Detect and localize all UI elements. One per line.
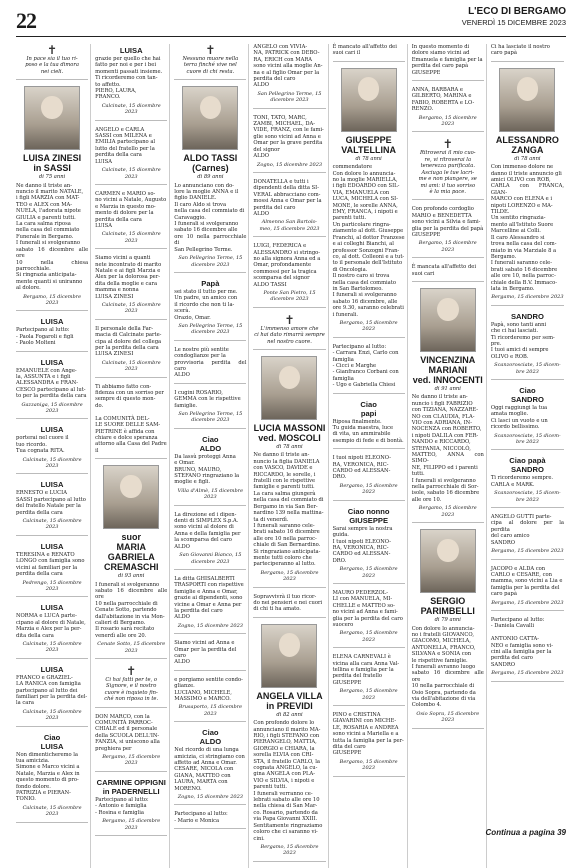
deceased-name: LUISA <box>40 603 64 613</box>
deceased-name: LUISA <box>40 664 64 674</box>
portrait-photo <box>341 68 397 132</box>
age-line: di 78 anni <box>276 444 303 451</box>
deceased-name: Ciao ALDO <box>199 728 222 747</box>
newspaper-header <box>462 6 566 28</box>
obituary-notice <box>412 264 484 282</box>
place-date: Calcinate, 15 dicembre 2023 <box>22 518 82 531</box>
obituary-notice <box>174 728 246 805</box>
obituary-notice <box>16 603 88 658</box>
deceased-name: Ciao LUISA <box>40 732 64 751</box>
place-date: Calcinate, 15 dicembre 2023 <box>22 456 82 470</box>
place-date: Bergamo, 15 dicembre 2023 <box>491 548 564 555</box>
obituary-notice <box>412 87 484 132</box>
deceased-name: LUISA <box>40 541 64 551</box>
cross-icon: ✝ <box>47 43 58 57</box>
memorial-quote <box>253 314 325 350</box>
deceased-name: LUISA <box>119 46 143 55</box>
obituary-notice <box>333 712 405 777</box>
deceased-name: Ciao nonno GIUSEPPE <box>347 506 390 525</box>
obituary-notice <box>95 778 167 836</box>
notice-text: Partecipano al lutto: - Daniela Cavalli ANTONIO CATTA- NEO e famiglia sono vi- cini alla famiglia per la perdita del caro SANDRO <box>490 616 554 668</box>
notice-text: Ti ricorderemo sempre. CARLA e MARK. <box>490 475 554 488</box>
column-7 <box>491 44 566 868</box>
deceased-name: LUISA <box>40 425 64 435</box>
place-date: Bergamo, 15 dicembre 2023 <box>491 599 564 606</box>
obituary-notice <box>491 68 564 306</box>
place-date: Zogno, 15 dicembre 2023 <box>256 161 323 168</box>
notice-text: Ne danno il triste an- nuncio i figli FABRIZIO con TIZIANA, NAZZARE- NO con CLAUDIA, FLA- VIO con ADRIANA, IN- NOCENZA con ROBERTO, i nipoti DALILA con FER- NANDO e RICCARDO, STEFANIA, NICCOLÒ, MATTEO, ANNA con SIMO- NE, FILIPPO ed i parenti tutti. I funerali si svolgeranno nella parrocchiale di Sor- isole, sabato 16 dicembre alle ore 10. <box>411 394 484 503</box>
notice-text: ANGELO e CARLA SASSI con MILENA e EMILIA partecipano al lutto del fratello per la perdita della cara LUISA <box>95 126 156 165</box>
deceased-name: LUISA ZINESI in SASSI <box>22 153 82 174</box>
obituary-notice <box>95 255 167 320</box>
age-line: di 82 anni <box>276 711 303 718</box>
notice-text: Ne danno il triste an- nuncio il marito NATALE, i figli MARZIA con MAT- TEO e ALEX con MA- NUELA, l'adorata nipote GIULIA e parenti tutti. La cara salma riposa nella casa del commiato Funerale in Bergamo. I funerali si svolgeranno sabato 16 dicembre alle ore 10 nella chiesa parrocchiale. Si ringrazia anticipata- mente quanti si uniranno al dolore. <box>16 182 89 292</box>
deceased-name: ANGELA VILLA in PREVIDI <box>256 690 323 711</box>
notice-text: La direzione ed i dipen- denti di SIMPLEX S.p.A. sono vicini al dolore di Anna e della famiglia per la scomparsa del caro ALDO <box>174 511 241 550</box>
age-line: di 89 anni <box>197 174 224 181</box>
notice-text: TERESINA e RENATO LONGO con famiglia sono vicini ai familiari per la perdita della cara <box>16 551 85 578</box>
obituary-notice <box>174 279 246 341</box>
obituary-notice <box>95 46 167 121</box>
notice-text: I funerali si svolgeranno sabato 16 dicembre alle ore 10 nella parrocchiale di Cenate Sotto, partendo dall'abitazione in via Mon- calieri di Bergamo. Il rosario sarà recitato venerdì alle ore 20. <box>95 581 168 639</box>
place-date: Calcinate, 15 dicembre 2023 <box>101 302 161 315</box>
notice-text: Con profondo dolore lo annunciano il marito MA- RIO, i figli STEFANO con PIERANGELO, MATTIA, GIORGIO e CHIARA, la sorella ELVIA con CRI- STA, il fratello CARLO, la cognata ANGELO, la cu- gina ANGELA con PLA- VIO e SILVIA, i nipoti e parenti tutti. I funerali verranno ce- lebrati sabato alle ore 10 nella chiesa di San Mar- co. Rosario, partendo da via Papa Giovanni XXIII. Sentitamente ringraziamo coloro che ci saranno vi- cini. <box>253 720 323 842</box>
column-1 <box>16 44 91 868</box>
notice-text: Partecipano al lutto: - Antonio e famiglia - Rosina e famiglia <box>95 796 149 816</box>
obituary-notice <box>253 44 325 109</box>
notice-text: TONI, TATO, MARC, ZAMBI, MICHAEL, DA- VIDE, FRANZ, con le fami- glie sono vicini ad Anna e Omar per la grave perdita del signor ALDO <box>253 114 324 160</box>
column-3 <box>174 44 249 868</box>
column-5 <box>333 44 408 868</box>
notice-text: Partecipano al lutto: - Carrara Enzi, Carlo con famiglia - Cicci e Marghe - Gianfranco Corbani con famiglia - Ugo e Gabriella Chiesi <box>332 343 399 389</box>
notice-text: ANGELO GUTTI parte- cipa al dolore per la perdita del caro amico SANDRO <box>490 514 564 546</box>
obituary-notice <box>16 542 88 597</box>
obituary-notice <box>174 86 246 273</box>
deceased-name: GIUSEPPE VALTELLINA <box>341 134 396 155</box>
place-date: Zogno, 15 dicembre 2023 <box>177 622 243 629</box>
notice-text: JACOPO e ALDA con CARLO e CESARE, con mamma, sono vicini a Lia e famiglia per la perdita del caro papà <box>490 565 563 598</box>
obituary-notice <box>491 514 564 559</box>
deceased-name: LUISA <box>40 480 64 490</box>
place-date: Pedrengo, 15 dicembre 2023 <box>22 579 82 592</box>
obituary-notice <box>174 390 246 429</box>
obituary-notice <box>412 288 484 523</box>
obituary-notice <box>16 425 88 474</box>
portrait-photo <box>499 68 555 132</box>
notice-text: sei stato il tutto per me. Un padre, un amico con il ricordo che non ti la- scerà. Orazio, Omar. <box>174 288 238 321</box>
place-date: Osio Sopra, 15 dicembre 2023 <box>416 710 480 724</box>
obituary-notice <box>333 507 405 584</box>
place-date: Cenate Sotto, 15 dicembre 2023 <box>97 641 166 654</box>
notice-text: Oggi raggiungi la tua amata moglie. Ci lasci un vuoto e un ricordo bellissimo. <box>490 405 548 431</box>
obituary-notice <box>95 127 167 185</box>
deceased-name: CARMINE OPPIGNI in PADERNELLI <box>96 777 166 796</box>
age-line: di 78 anni <box>355 155 382 162</box>
obituary-notice <box>174 677 246 722</box>
notice-text: Ci ha lasciate il nostro caro papà <box>490 44 550 57</box>
deceased-name: SERGIO PARIMBELLI <box>420 596 475 617</box>
notice-text: Ti abbiamo fatto con- fidenza con un sorriso per sempre di questo mon- do. La COMUNITÀ DEL- LE SUORE DELLE SAM- PIETRINE è affida con chiare e dolce speranza attorno alla Casa del Padre il <box>95 383 167 454</box>
notice-text: Siamo vicini ad Anna e Omar per la perdita del caro ALDO <box>174 640 237 666</box>
obituary-notice <box>412 44 484 81</box>
obituary-notice <box>253 356 325 588</box>
place-date: Calcinate, 15 dicembre 2023 <box>101 102 161 116</box>
memorial-quote <box>95 665 167 708</box>
issue-date: VENERDÌ 15 DICEMBRE 2023 <box>461 18 566 27</box>
portrait-photo <box>261 624 317 688</box>
place-date: Bergamo, 15 dicembre 2023 <box>491 670 564 677</box>
notice-text: Sarai sempre la nostra guida. I tuoi nipoti ELEONO- RA, VERONICA, RIC- CARDO ed ALESSAN- DRO. <box>332 525 393 564</box>
obituary-notice <box>491 44 564 62</box>
place-date: Bergamo, 15 dicembre 2023 <box>339 688 398 701</box>
obituary-notice <box>333 44 405 62</box>
notice-text: ERNESTO e LUCIA SASSI partecipano al lutto del fratello Natale per la perdita della cara <box>16 490 86 516</box>
place-date: Bergamo, 15 dicembre 2023 <box>418 114 477 128</box>
deceased-name: ALESSANDRO ZANGA <box>495 134 559 155</box>
cross-icon: ✝ <box>284 312 295 327</box>
place-date: Calcinate, 15 dicembre 2023 <box>22 708 82 722</box>
obituary-notice <box>253 243 325 308</box>
obituary-notice <box>491 386 564 450</box>
obituary-notice <box>333 344 405 394</box>
notice-text: CARMEN e MARIO so- no vicini a Natale, Augusto e Marzia in questo mo- mento di dolore per la perdita della cara LUISA <box>95 190 167 229</box>
page-number: 22 <box>16 8 36 33</box>
header-rule <box>16 36 566 37</box>
obituary-notice <box>95 714 167 772</box>
obituary-notice <box>491 566 564 611</box>
obituary-notice <box>95 465 167 659</box>
notice-text: Da lassù proteggi Anna e Omar. BRUNO, MAURO, STEFANO ringraziano la moglie e figli. <box>174 453 240 486</box>
place-date: Calcinate, 15 dicembre 2023 <box>101 167 161 180</box>
age-line: di 75 anni <box>38 174 66 181</box>
obituary-notice <box>253 594 325 618</box>
quote-text: Ci hai fatti per te, o Signore, e il nostro cuore è inquieto fin- ché non riposa in te. <box>104 677 159 703</box>
cross-icon: ✝ <box>126 664 137 678</box>
place-date: Calcinate, 15 dicembre 2023 <box>22 640 82 654</box>
notice-text: LUIGI, FEDERICA e ALESSANDRO si stringo- no alla signora Anna ed a Omar, profondamente commossi per la tragica scomparsa del signor ALDO TASSI <box>253 243 321 288</box>
age-line: di 78 anni <box>514 155 541 162</box>
age-line: di 79 anni <box>434 617 461 624</box>
obituary-notice <box>333 654 405 706</box>
obituary-notice <box>333 455 405 500</box>
obituary-notice <box>412 529 484 729</box>
place-date: Villa d'Almè, 15 dicembre 2023 <box>177 487 244 501</box>
deceased-name: SANDRO <box>510 311 544 321</box>
place-date: Bergamo, 15 dicembre 2023 <box>339 319 398 333</box>
notice-text: ELENA CARNEVALI è vicina alla cara Anna Val- tellina e famiglia per la perdita del fratello GIUSEPPE <box>332 654 400 686</box>
place-date: Bergamo, 15 dicembre 2023 <box>102 818 161 831</box>
place-date: Bergamo, 15 dicembre 2023 <box>260 569 319 583</box>
obituary-notice <box>95 191 167 249</box>
deceased-name: LUCIA MASSONI ved. MOSCOLI <box>253 423 326 444</box>
place-date: Bergamo, 15 dicembre 2023 <box>418 505 477 518</box>
quote-text: Nessuno muore nella terra finché vive nel cuore di chi resta. <box>182 56 239 75</box>
memorial-quote <box>412 138 484 200</box>
obituary-notice <box>412 206 484 258</box>
notice-text: ANNA, BARBARA e GILBERTO, MARINA e FABIO, ROBERTA e LO- RENZO. <box>411 87 475 113</box>
portrait-photo <box>103 465 159 529</box>
deceased-name: ALDO TASSI (Carnes) <box>183 153 238 174</box>
notice-text: Partecipano al lutto: - Paola Fogaroli e figli - Paolo Molteni <box>16 327 74 347</box>
notice-text: Il personale della Far- macia di Calcinate parte- cipa al dolore del collega per la perdita della cara LUISA ZINESI <box>95 325 162 358</box>
obituary-notice <box>491 312 564 380</box>
memorial-quote <box>16 44 88 80</box>
notice-text: porterai nel cuore il tuo ricordo. Tua cognata RITA. <box>16 435 69 455</box>
portrait-photo <box>24 86 80 150</box>
notice-text: Ne danno il triste an- nuncio la figlia DANIELA con VASCO, DAVIDE e RICCARDO, le sorelle, i fratelli con le rispettive famiglie e parenti tutti. La cara salma giungerà nella casa del commiato di Bergamo in via San Ber- nardino 139 nella mattina- ta di venerdì. I funerali saranno cele- brati sabato 16 dicembre alle ore 10 nella parroc- chiale di San Bernardino. Si ringraziano anticipata- mente tutti coloro che parteciperanno al lutto. <box>253 452 324 568</box>
notice-text: Lo annunciano con do- lore la moglie ANNA e il figlio DANIELE. Il caro Aldo si trova nella casa del commiato di Caravaggio. I funerali si svolgeranno sabato 16 dicembre alle ore 10 nella parrocchiale di San Pellegrino Terme. <box>174 182 247 253</box>
notice-text: e porgiamo sentite condo- glianze. LUCIANO, MICHELE, MASSIMO e MARCO. <box>174 676 243 702</box>
notice-text: grazie per quello che hai fatto per noi e per i bei momenti passati insieme. Ti ricorderemo con tan- to affetto. PIERO, LAURA, FRANCO. <box>95 56 163 101</box>
obituary-notice <box>95 384 167 459</box>
memorial-quote <box>174 44 246 80</box>
place-date: Bergamo, 15 dicembre 2023 <box>418 240 477 253</box>
notice-text: commendatore Con dolore lo annuncia- no la moglie MARIELLA, i figli EDOARDO con SIL- VIA, EMANUELA con LUCA, MICHELA con SI- MONE, le sorelle ANNA, EMY, FRANCA, i nipoti e parenti tutti. Un particolare ringra- ziamento al dott. Giuseppe Franchi, al dottor Franzese e ai colleghi Bianchi, al professor Sonzogni Fran- co, al dott. Colleoni e a tut- to il personale dell'Istituto di Oncologia. Il nostro caro si trova nella casa del commiato in San Bartolomeo. I funerali si svolgeranno sabato 16 dicembre, alle ore 9.30, saranno celebrati i funerali. <box>332 164 405 318</box>
place-date: Calcinate, 15 dicembre 2023 <box>101 231 161 244</box>
obituary-notice <box>16 733 88 823</box>
place-date: San Pellegrino Terme, 15 dicembre 2023 <box>178 411 243 424</box>
notice-text: Siamo vicini a quanti nete incontrato di marito Natale e ai figli Marzia e Alex per la dolorosa per- dita della moglie e cara mamma e nonna LUISA ZINESI <box>95 255 162 300</box>
notice-text: Con dolore lo annuncia- no i fratelli GIOVANCO, GIACOMO, MICHELA, ANTONELLA, FRANCO, SILVANA e SONIA con le rispettive famiglie. I funerali avranno luogo sabato 16 dicembre alle ore 10 nella parrocchiale di Osio Sopra, partendo da via dell'abitazione di via Colombo 4. <box>411 625 484 709</box>
obituary-notice <box>333 400 405 450</box>
quote-text: In pace sia il tuo ri- poso e la tua dimora nei cieli. <box>25 56 79 75</box>
obituary-notice <box>491 456 564 508</box>
place-date: Bergamo, 15 dicembre 2023 <box>102 754 161 767</box>
continued-note: Continua a pagina 39 <box>485 828 566 837</box>
notice-text: NORMA e LUCA parte- cipano al dolore di Natale, Marzia e Alex per la per- dita della cara <box>16 613 86 639</box>
notice-text: I cugini ROSARIO, GEMMA con le rispettive famiglie. <box>174 389 241 409</box>
notice-text: FRANCO e GRAZIEL- LA RANICA con famiglia partecipano al lutto dei familiari per la perdita del- la cara <box>16 674 88 707</box>
place-date: San Pellegrino Terme, 15 dicembre 2023 <box>257 90 322 104</box>
notice-text: PINO e CRISTINA GIAVARINI con MICHE- LE, ROSARIA e ANDREA sono vicini a Mariella e a tutta la famiglia per la per- dita del caro GIUSEPPE <box>332 712 404 757</box>
place-date: Brusaporto, 15 dicembre 2023 <box>178 704 243 717</box>
obituary-notice <box>253 115 325 173</box>
portrait-photo <box>261 356 317 420</box>
cross-icon: ✝ <box>442 137 453 152</box>
column-2 <box>95 44 170 868</box>
deceased-name: Ciao papà SANDRO <box>509 456 546 475</box>
age-line: di 93 anni <box>118 573 145 580</box>
obituary-notice <box>16 86 88 311</box>
place-date: Bergamo, 15 dicembre 2023 <box>339 630 398 643</box>
notice-text: Nel ricordo di una lunga amicizia, ci stringiamo con affetto ad Anna e Omar. CESARE, NICOLA con GIANA, MATTEO con LAURA, MARTA con MORENO. <box>174 747 245 792</box>
obituary-notice <box>253 624 325 862</box>
place-date: Bergamo, 15 dicembre 2023 <box>491 294 564 301</box>
age-line: di 91 anni <box>434 385 461 392</box>
obituary-notice <box>174 512 246 570</box>
place-date: Almenno San Bartolo- meo, 15 dicembre 2023 <box>259 219 320 232</box>
place-date: Zogno, 15 dicembre 2023 <box>177 794 243 801</box>
obituary-notice <box>333 590 405 648</box>
place-date: Scanzorosciate, 15 dicem- bre 2023 <box>494 362 561 375</box>
notice-text: EMANUELE con Ange- la, ASSUNTA e i figli ALESSANDRA e FRAN- CESCO partecipano al lut- to per la perdita della cara <box>16 367 87 400</box>
place-date: San Pellegrino Terme, 15 dicembre 2023 <box>178 255 243 268</box>
column-6 <box>412 44 487 868</box>
masthead <box>0 0 580 40</box>
place-date: Scanzorosciate, 15 dicem- bre 2023 <box>494 432 561 446</box>
place-date: Bergamo, 15 dicembre 2023 <box>339 758 398 772</box>
obituary-notice <box>174 576 246 634</box>
obituary-notice <box>491 617 564 682</box>
place-date: Ponte San Pietro, 15 dicembre 2023 <box>263 290 316 303</box>
place-date: Calcinate, 15 dicembre 2023 <box>101 359 161 373</box>
quote-text: L'immenso amore che ci hai dato rimarrà sempre nel nostro cuore. <box>254 325 325 345</box>
portrait-photo <box>420 529 476 593</box>
place-date: San Giovanni Bianco, 15 dicembre 2023 <box>179 552 242 565</box>
deceased-name: Ciao papi <box>360 399 377 418</box>
obituary-notice <box>174 347 246 384</box>
notice-text: È mancata all'affetto dei suoi cari <box>411 264 476 277</box>
notice-text: In questo momento di dolore siamo vicini ad Emanuela e famiglia per la perdita del caro papà GIUSEPPE <box>411 44 483 76</box>
portrait-photo <box>182 86 238 150</box>
notice-text: ANGELO con VIVIA- NA, PATRICK con DEBO- RA, ERICH con MARA sono vicini alla moglie An- na e al figlio Omar per la perdita del caro ALDO <box>253 44 323 89</box>
obituary-notice <box>174 640 246 671</box>
notice-text: I tuoi nipoti ELEONO- RA, VERONICA, RIC- CARDO ed ALESSAN- DRO. <box>332 455 391 481</box>
place-date: Bergamo, 15 dicembre 2023 <box>339 482 398 496</box>
obituary-notice <box>16 665 88 727</box>
place-date: Gazzaniga, 15 dicembre 2023 <box>21 401 83 414</box>
place-date: Bergamo, 15 dicembre 2023 <box>339 566 398 579</box>
place-date: Calcinate, 15 dicembre 2023 <box>22 804 82 818</box>
deceased-name: suor MARIA GABRIELA CREMASCHI <box>103 532 159 573</box>
obituary-notice <box>16 480 88 535</box>
place-date: Scanzorosciate, 15 dicem- bre 2023 <box>494 490 561 503</box>
column-4 <box>253 44 328 868</box>
obituary-notice <box>333 68 405 338</box>
notice-text: Con immenso dolore ne danno il triste annuncio gli amici OLIVO con ROB, CARLA con FRANCA, GIAN- MARCO con ELENA e i nipoti LORENZO e MA- TILDE. Un sentito ringrazia- mento all'Istituto Suore Marcelline ai Colli. Il caro Alessandro si trova nella casa del com- miato in via Marziale 8 a Bergamo. I funerali saranno cele- brati sabato 16 dicembre alle ore 10, nella parroc- chiale della B.V. Immaco- lata in Bergamo. <box>490 164 564 292</box>
notice-text: Le nostre più sentite condoglianze per la provvisoria perdita del caro ALDO <box>174 346 247 379</box>
obituary-notice <box>16 358 88 420</box>
place-date: San Pellegrino Terme, 15 dicembre 2023 <box>178 322 243 336</box>
cross-icon: ✝ <box>205 43 216 57</box>
notice-text: DON MARCO, con la COMUNITÀ PARROC- CHIALE ed il personale della SCUOLA DELL'IN- FANZIA, si uniscono alla preghiera per <box>95 713 160 752</box>
obituary-notice <box>16 317 88 351</box>
place-date: Bergamo, 15 dicembre 2023 <box>23 293 82 306</box>
notice-text: Non dimenticheremo la tua amicizia. Simone e Marco vicini a Natale, Marzia e Alex in questo momento di pro- fondo dolore. PATRIZIA e PIERAN- TONIO. <box>16 751 80 803</box>
notice-text: MAURO PEDERZOL- LI con MANUELA, MI- CHELLE e MATTEO so- no vicini ad Anna e fami- glia per la perdita del caro suocero <box>332 589 403 628</box>
notice-text: Riposa finalmente. Tu guida maestra, luce di vita, un ammirabile esempio di fede e di bontà. <box>332 418 404 444</box>
notice-text: Con profondo cordoglio MARIO e BENEDETTA sono vicini a Silvia e fami- glia per la perdita del papà GIUSEPPE <box>411 206 484 238</box>
notice-text: Partecipano al lutto: - Mario e Monica <box>174 811 228 824</box>
newspaper-name: L'ECO DI BERGAMO <box>468 6 566 17</box>
deceased-name: VINCENZINA MARIANI ved. INNOCENTI <box>412 354 483 385</box>
place-date: Bergamo, 15 dicembre 2023 <box>260 843 319 857</box>
notice-text: DONATELLA e tutti i dipendenti della ditta SI- VERAL abbracciano com- mossi Anna e Omar per la perdita del caro ALDO <box>253 178 322 217</box>
obituary-notice <box>253 179 325 237</box>
notice-text: Papà, sono tanti anni che ci hai lasciati. Ti ricorderemo per sem- pre. I tuoi amici di sempre OLIVO e ROB. <box>490 321 555 360</box>
deceased-name: LUISA <box>40 317 64 327</box>
obituary-notice <box>174 435 246 506</box>
obituary-notice <box>95 326 167 378</box>
deceased-name: Papà <box>201 278 220 288</box>
deceased-name: Ciao ALDO <box>199 434 222 453</box>
quote-text: Ritroverai il mio cuo- re, vi ritroverai la tenerezza purificata. Asciuga le tue lacri- me e non piangere, se mi ami: il tuo sorriso è la mia pace. <box>418 150 477 195</box>
obituary-notice <box>174 811 246 829</box>
deceased-name: Ciao SANDRO <box>510 386 544 404</box>
notice-text: La ditta GHISALBERTI TRASPORTI con rispettive famiglie e Anna e Omar, grazie ai dipendenti, sono vicine a Omar e Anna per la perdita del caro ALDO <box>174 575 244 621</box>
deceased-name: LUISA <box>40 357 64 367</box>
notice-text: È mancato all'affetto dei suoi cari il <box>332 44 397 57</box>
portrait-photo <box>420 288 476 352</box>
notice-text: Sopravvivrà il tuo ricor- do nei pensieri e nei cuori di chi ti ha amato. <box>253 593 323 613</box>
